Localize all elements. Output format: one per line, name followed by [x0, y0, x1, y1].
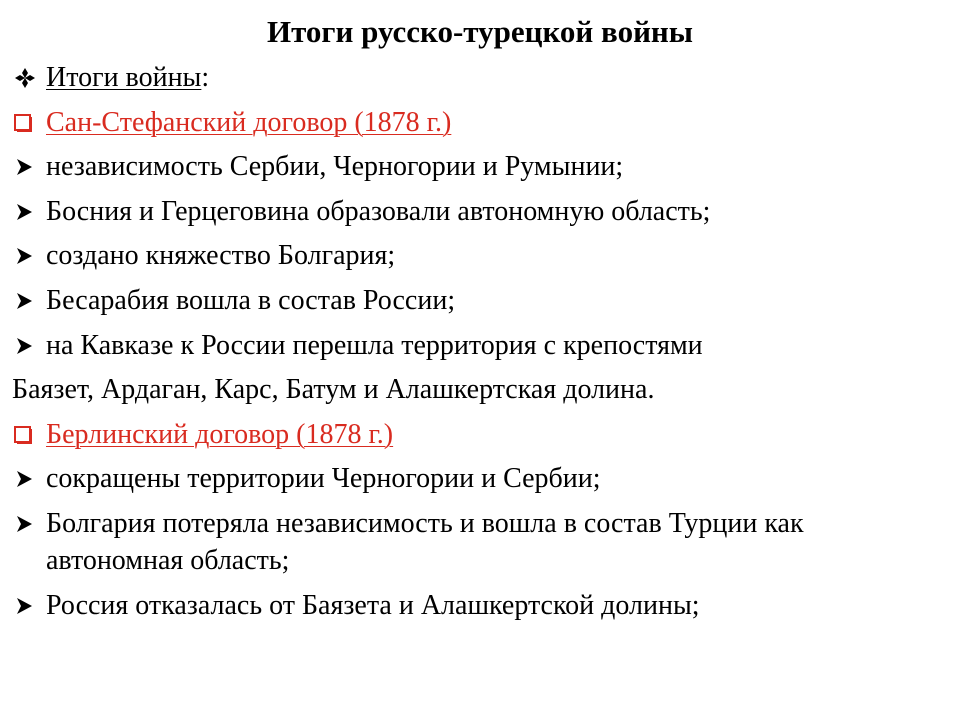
list-item-text: Баязет, Ардаган, Карс, Батум и Алашкертская долина. — [12, 374, 655, 405]
arrowhead-icon — [12, 463, 38, 495]
berlin-treaty-link[interactable]: Берлинский договор (1878 г.) — [46, 419, 394, 450]
list-item-text: Босния и Герцеговина образовали автономную область; — [46, 196, 711, 227]
arrowhead-icon — [12, 330, 38, 362]
arrowhead-icon — [12, 285, 38, 317]
list-item-text: автономная область; — [46, 545, 290, 576]
list-item-text: Бесарабия вошла в состав России; — [46, 285, 456, 316]
results-heading-colon: : — [201, 62, 210, 93]
list-item-text: Россия отказалась от Баязета и Алашкертской долины; — [46, 590, 700, 621]
list-item-text: сокращены территории Черногории и Сербии; — [46, 463, 601, 494]
results-heading-text: Итоги войны — [46, 62, 202, 93]
arrowhead-icon — [12, 240, 38, 272]
arrowhead-icon — [12, 590, 38, 622]
san-stefano-treaty-link[interactable]: Сан-Стефанский договор (1878 г.) — [46, 107, 452, 138]
slide-title: Итоги русско-турецкой войны — [267, 14, 693, 49]
arrowhead-icon — [12, 151, 38, 183]
list-item-text: создано княжество Болгария; — [46, 240, 396, 271]
hollow-square-icon — [12, 107, 38, 139]
list-item-text: на Кавказе к России перешла территория с крепостями — [46, 330, 703, 361]
hollow-square-icon — [12, 419, 38, 451]
arrowhead-icon — [12, 196, 38, 228]
list-item-text: независимость Сербии, Черногории и Румынии; — [46, 151, 624, 182]
list-item-text: Болгария потеряла независимость и вошла в состав Турции как — [46, 508, 804, 539]
arrowhead-icon — [12, 508, 38, 540]
diamond-4-icon — [12, 62, 38, 94]
